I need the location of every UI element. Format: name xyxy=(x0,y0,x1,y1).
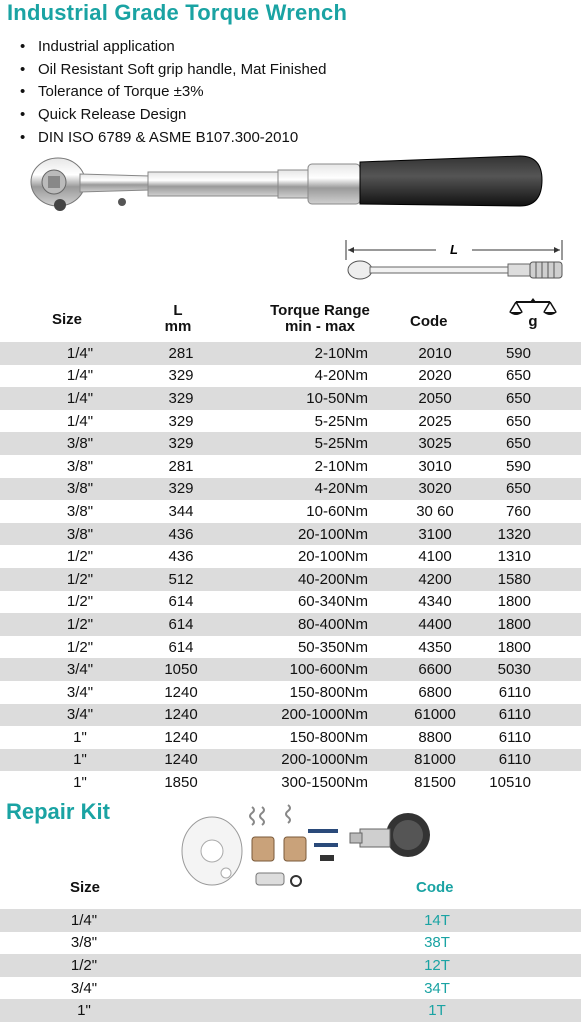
cell-size: 1/4" xyxy=(66,412,94,430)
cell-torque: 20-100Nm xyxy=(297,525,368,543)
table-row xyxy=(0,636,581,659)
cell-size: 1/2" xyxy=(66,548,94,566)
header-code: Code xyxy=(410,313,448,330)
cell-weight: 6110 xyxy=(498,706,531,724)
repair-row xyxy=(0,954,581,977)
cell-length: 1240 xyxy=(164,751,198,769)
cell-torque: 200-1000Nm xyxy=(281,706,368,724)
cell-weight: 650 xyxy=(505,480,531,498)
feature-item: • Oil Resistant Soft grip handle, Mat Finished xyxy=(20,59,326,82)
cell-length: 329 xyxy=(168,389,194,407)
cell-code: 2020 xyxy=(418,367,452,385)
repair-kit-image xyxy=(180,803,440,893)
cell-torque: 5-25Nm xyxy=(314,412,368,430)
cell-length: 329 xyxy=(168,435,194,453)
cell-code: 2010 xyxy=(418,344,452,362)
cell-weight: 5030 xyxy=(497,661,531,679)
cell-code: 30 60 xyxy=(416,502,454,520)
cell-weight: 590 xyxy=(505,457,531,475)
cell-code: 81000 xyxy=(414,751,456,769)
cell-size: 1/2" xyxy=(66,593,94,611)
table-row xyxy=(0,387,581,410)
header-length-unit: mm xyxy=(164,318,192,335)
table-row xyxy=(0,568,581,591)
feature-item: • Industrial application xyxy=(20,36,326,59)
cell-length: 281 xyxy=(168,344,194,362)
cell-torque: 300-1500Nm xyxy=(281,774,368,792)
cell-weight: 6110 xyxy=(498,683,531,701)
cell-length: 329 xyxy=(168,412,194,430)
cell-weight: 650 xyxy=(505,435,531,453)
cell-torque: 4-20Nm xyxy=(314,367,368,385)
header-size: Size xyxy=(52,311,83,328)
cell-size: 1/4" xyxy=(66,389,94,407)
table-row xyxy=(0,365,581,388)
table-row xyxy=(0,342,581,365)
cell-torque: 20-100Nm xyxy=(297,548,368,566)
cell-size: 3/4" xyxy=(66,706,94,724)
cell-weight: 1800 xyxy=(497,638,531,656)
repair-cell-code: 14T xyxy=(424,911,450,929)
cell-weight: 650 xyxy=(505,412,531,430)
repair-cell-code: 38T xyxy=(424,934,450,952)
cell-size: 1" xyxy=(73,751,87,769)
repair-row xyxy=(0,932,581,955)
cell-code: 3100 xyxy=(418,525,452,543)
repair-kit-table xyxy=(0,909,581,1022)
cell-length: 1240 xyxy=(164,728,198,746)
cell-size: 3/8" xyxy=(66,480,94,498)
cell-weight: 760 xyxy=(505,502,531,520)
cell-size: 3/8" xyxy=(66,457,94,475)
table-row xyxy=(0,455,581,478)
cell-size: 3/8" xyxy=(66,525,94,543)
cell-code: 6600 xyxy=(418,661,452,679)
cell-torque: 100-600Nm xyxy=(289,661,368,679)
table-row xyxy=(0,749,581,772)
cell-torque: 10-50Nm xyxy=(306,389,368,407)
cell-code: 4100 xyxy=(418,548,452,566)
cell-torque: 2-10Nm xyxy=(314,457,368,475)
cell-weight: 590 xyxy=(505,344,531,362)
cell-weight: 1580 xyxy=(497,570,531,588)
feature-list xyxy=(20,36,326,150)
cell-code: 4200 xyxy=(418,570,452,588)
cell-code: 4400 xyxy=(418,615,452,633)
repair-cell-size: 1/4" xyxy=(70,911,98,929)
length-diagram xyxy=(340,238,570,288)
repair-cell-code: 12T xyxy=(424,956,450,974)
spec-table xyxy=(0,342,581,794)
table-row xyxy=(0,591,581,614)
cell-length: 512 xyxy=(168,570,194,588)
cell-code: 3010 xyxy=(418,457,452,475)
table-row xyxy=(0,500,581,523)
cell-weight: 10510 xyxy=(489,774,531,792)
cell-size: 1/4" xyxy=(66,344,94,362)
cell-torque: 2-10Nm xyxy=(314,344,368,362)
cell-length: 329 xyxy=(168,480,194,498)
cell-torque: 50-350Nm xyxy=(297,638,368,656)
cell-weight: 1310 xyxy=(497,548,531,566)
repair-cell-code: 1T xyxy=(428,1002,446,1020)
cell-size: 3/4" xyxy=(66,661,94,679)
header-torque xyxy=(255,303,385,335)
cell-length: 281 xyxy=(168,457,194,475)
cell-length: 614 xyxy=(168,638,194,656)
cell-code: 3020 xyxy=(418,480,452,498)
header-length-label: L xyxy=(173,302,183,319)
cell-length: 1850 xyxy=(164,774,198,792)
table-row xyxy=(0,523,581,546)
table-row xyxy=(0,771,581,794)
cell-length: 1050 xyxy=(164,661,198,679)
cell-size: 1/2" xyxy=(66,638,94,656)
cell-code: 61000 xyxy=(414,706,456,724)
cell-size: 1" xyxy=(73,728,87,746)
torque-wrench-image xyxy=(30,150,545,215)
cell-code: 8800 xyxy=(418,728,452,746)
header-length xyxy=(158,303,198,335)
table-row xyxy=(0,704,581,727)
cell-code: 6800 xyxy=(418,683,452,701)
cell-torque: 150-800Nm xyxy=(289,683,368,701)
cell-length: 436 xyxy=(168,548,194,566)
feature-item: • DIN ISO 6789 & ASME B107.300-2010 xyxy=(20,127,326,150)
cell-code: 81500 xyxy=(414,774,456,792)
cell-code: 2050 xyxy=(418,389,452,407)
cell-size: 3/8" xyxy=(66,502,94,520)
cell-weight: 6110 xyxy=(498,751,531,769)
cell-weight: 6110 xyxy=(498,728,531,746)
repair-cell-size: 1/2" xyxy=(70,956,98,974)
cell-torque: 80-400Nm xyxy=(297,615,368,633)
cell-torque: 60-340Nm xyxy=(297,593,368,611)
repair-cell-size: 3/4" xyxy=(70,979,98,997)
table-row xyxy=(0,658,581,681)
header-torque-label: Torque Range xyxy=(270,302,370,319)
cell-torque: 40-200Nm xyxy=(297,570,368,588)
cell-length: 344 xyxy=(168,502,194,520)
cell-size: 1" xyxy=(73,774,87,792)
cell-size: 1/2" xyxy=(66,570,94,588)
cell-weight: 1800 xyxy=(497,615,531,633)
cell-length: 614 xyxy=(168,593,194,611)
feature-item: • Tolerance of Torque ±3% xyxy=(20,81,326,104)
table-row xyxy=(0,545,581,568)
cell-length: 1240 xyxy=(164,683,198,701)
cell-size: 1/2" xyxy=(66,615,94,633)
repair-row xyxy=(0,977,581,1000)
repair-header-code: Code xyxy=(416,879,454,896)
table-row xyxy=(0,681,581,704)
header-torque-sub: min - max xyxy=(284,318,356,335)
cell-torque: 10-60Nm xyxy=(306,502,368,520)
diagram-length-label: L xyxy=(450,242,458,257)
cell-size: 1/4" xyxy=(66,367,94,385)
cell-weight: 650 xyxy=(505,389,531,407)
repair-cell-size: 1" xyxy=(77,1002,91,1020)
cell-weight: 650 xyxy=(505,367,531,385)
cell-length: 329 xyxy=(168,367,194,385)
cell-torque: 150-800Nm xyxy=(289,728,368,746)
table-row xyxy=(0,410,581,433)
feature-item: • Quick Release Design xyxy=(20,104,326,127)
table-row xyxy=(0,613,581,636)
cell-weight: 1320 xyxy=(497,525,531,543)
cell-size: 3/4" xyxy=(66,683,94,701)
repair-cell-size: 3/8" xyxy=(70,934,98,952)
page-title: Industrial Grade Torque Wrench xyxy=(7,0,348,25)
cell-torque: 5-25Nm xyxy=(314,435,368,453)
cell-torque: 200-1000Nm xyxy=(281,751,368,769)
repair-cell-code: 34T xyxy=(424,979,450,997)
repair-row xyxy=(0,999,581,1022)
header-weight xyxy=(508,298,558,330)
cell-length: 436 xyxy=(168,525,194,543)
repair-row xyxy=(0,909,581,932)
cell-length: 614 xyxy=(168,615,194,633)
cell-code: 4340 xyxy=(418,593,452,611)
repair-kit-title: Repair Kit xyxy=(6,799,110,824)
cell-code: 4350 xyxy=(418,638,452,656)
cell-code: 3025 xyxy=(418,435,452,453)
cell-size: 3/8" xyxy=(66,435,94,453)
table-row xyxy=(0,726,581,749)
cell-weight: 1800 xyxy=(497,593,531,611)
cell-torque: 4-20Nm xyxy=(314,480,368,498)
cell-length: 1240 xyxy=(164,706,198,724)
cell-code: 2025 xyxy=(418,412,452,430)
table-row xyxy=(0,478,581,501)
table-row xyxy=(0,432,581,455)
header-weight-unit: g xyxy=(528,313,538,330)
repair-header-size: Size xyxy=(70,879,101,896)
